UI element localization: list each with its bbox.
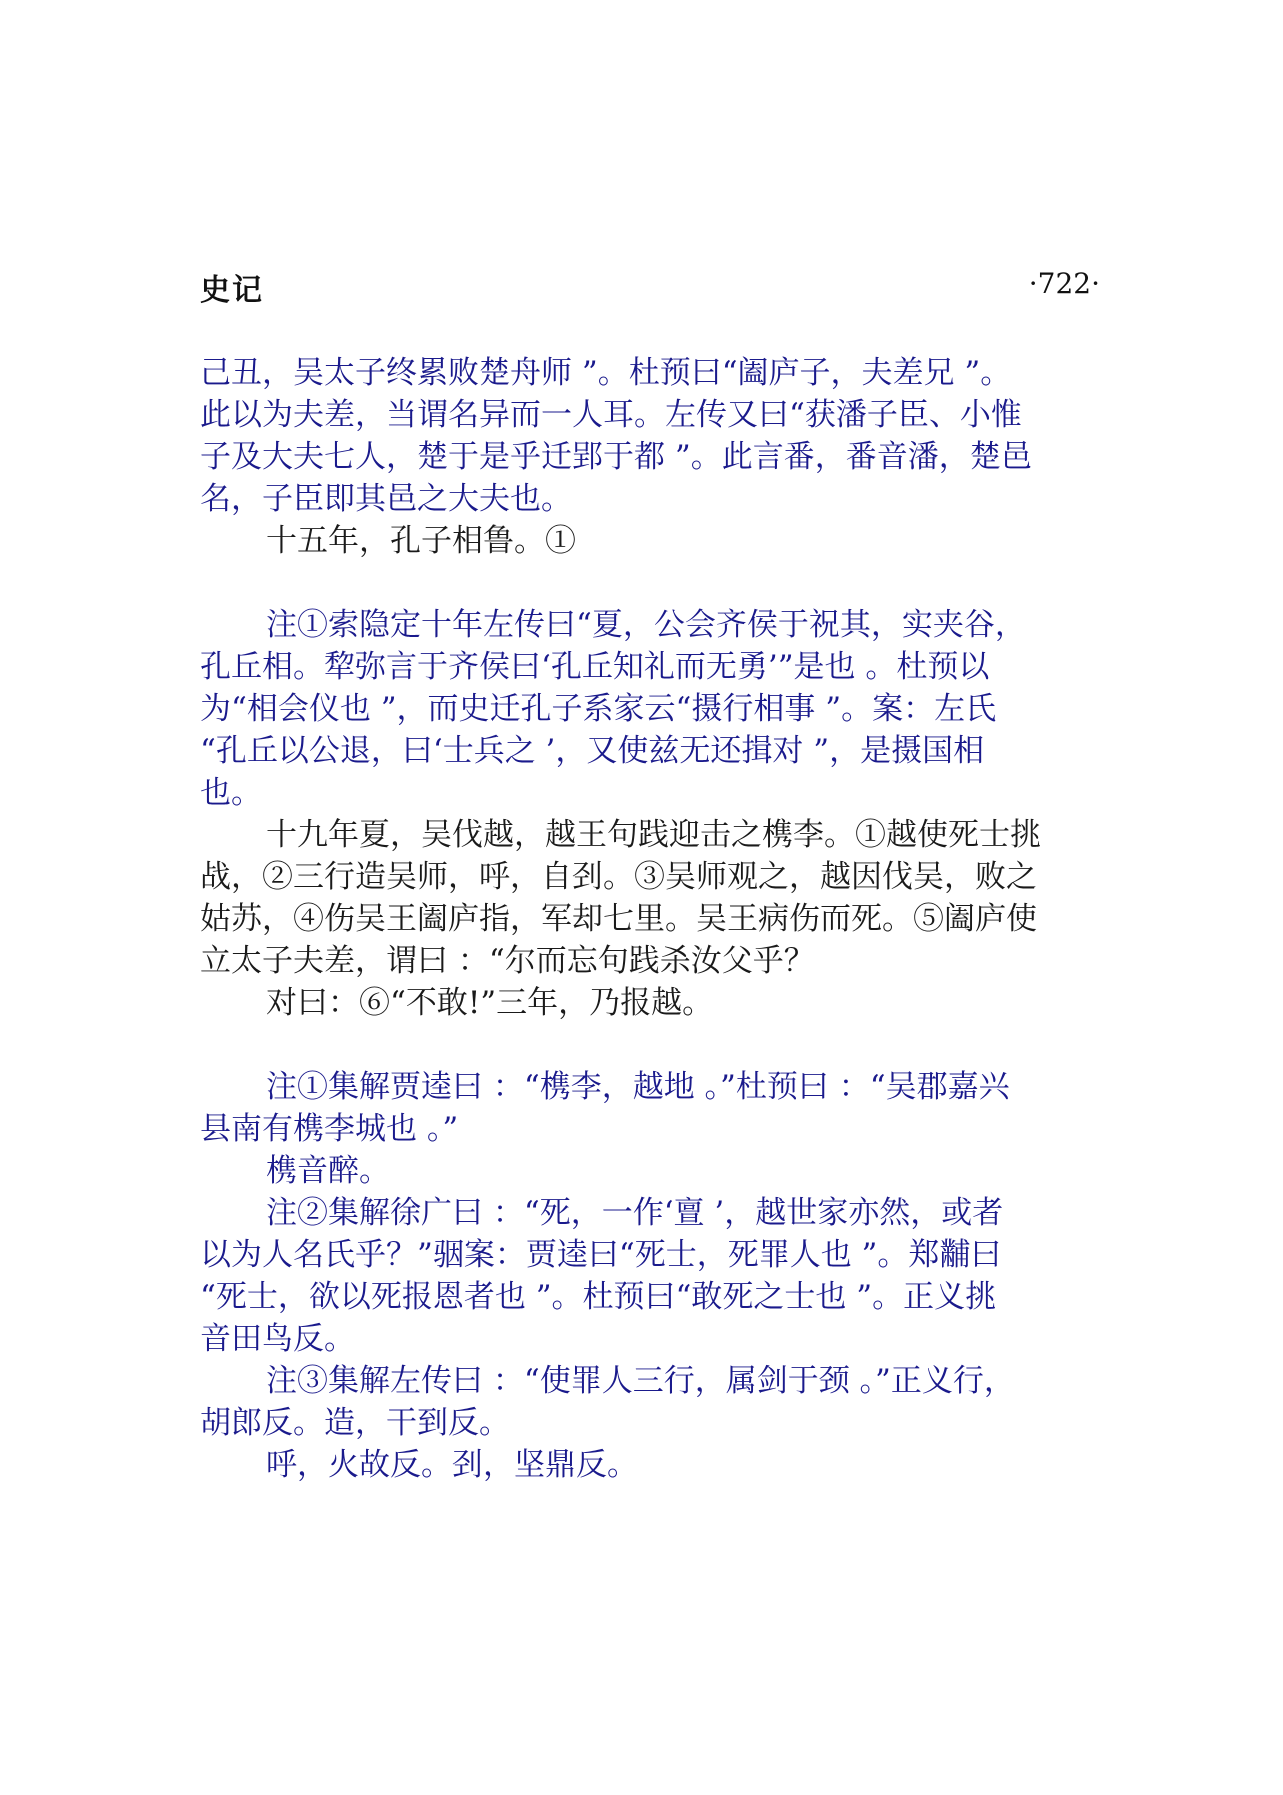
- text-line: 立太子夫差，谓曰 ：“尔而忘句践杀汝父乎？: [200, 943, 815, 979]
- annotation-line: 县南有槜李城也 。”: [200, 1111, 459, 1147]
- text-line: 战，②三行造吴师，呼，自刭。③吴师观之，越因伐吴，败之: [200, 859, 1037, 895]
- annotation-line: 为“相会仪也 ”，而史迁孔子系家云“摄行相事 ”。案：左氏: [200, 691, 997, 727]
- annotation-line: “孔丘以公退，曰‘士兵之 ’，又使兹无还揖对 ”，是摄国相: [200, 733, 985, 769]
- page-header: [200, 265, 1100, 308]
- annotation-line: 子及大夫七人，楚于是乎迁郢于都 ”。此言番，番音潘，楚邑: [200, 439, 1032, 475]
- text-line: 对曰：⑥“不敢!”三年，乃报越。: [266, 985, 714, 1021]
- page-body: [200, 352, 1100, 1486]
- text-line: 十五年，孔子相鲁。①: [266, 523, 576, 559]
- annotation-line: 注②集解徐广曰 ：“死，一作‘亶 ’，越世家亦然，或者: [266, 1195, 1004, 1231]
- annotation-line: 注③集解左传曰 ：“使罪人三行，属剑于颈 。”正义行，: [266, 1363, 1015, 1399]
- book-title: 史记: [200, 273, 264, 308]
- annotation-line: 注①索隐定十年左传曰“夏，公会齐侯于祝其，实夹谷，: [266, 607, 1026, 643]
- annotation-line: 己丑，吴太子终累败楚舟师 ”。杜预曰“阖庐子，夫差兄 ”。: [200, 355, 1012, 391]
- annotation-line: 注①集解贾逵曰 ：“槜李，越地 。”杜预曰 ：“吴郡嘉兴: [266, 1069, 1010, 1105]
- paragraph-gap: [200, 562, 1100, 604]
- annotation-line: 孔丘相。犂弥言于齐侯曰‘孔丘知礼而无勇’”是也 。杜预以: [200, 649, 990, 685]
- text-line: 姑苏，④伤吴王阖庐指，军却七里。吴王病伤而死。⑤阖庐使: [200, 901, 1037, 937]
- annotation-line: “死士，欲以死报恩者也 ”。杜预曰“敢死之士也 ”。正义挑: [200, 1279, 997, 1315]
- text-line: 十九年夏，吴伐越，越王句践迎击之槜李。①越使死士挑: [266, 817, 1041, 853]
- page-number: ·722·: [1028, 267, 1100, 300]
- paragraph-gap: [200, 1024, 1100, 1066]
- annotation-line: 此以为夫差，当谓名异而一人耳。左传又曰“获潘子臣、小惟: [200, 397, 1022, 433]
- annotation-line: 胡郎反。造，干到反。: [200, 1405, 510, 1441]
- annotation-line: 槜音醉。: [266, 1153, 390, 1189]
- annotation-line: 也。: [200, 775, 262, 811]
- annotation-line: 名，子臣即其邑之大夫也。: [200, 481, 572, 517]
- annotation-line: 呼，火故反。刭，坚鼎反。: [266, 1447, 638, 1483]
- annotation-line: 以为人名氏乎？”骃案：贾逵曰“死士，死罪人也 ”。郑黼曰: [200, 1237, 1002, 1273]
- annotation-line: 音田鸟反。: [200, 1321, 355, 1357]
